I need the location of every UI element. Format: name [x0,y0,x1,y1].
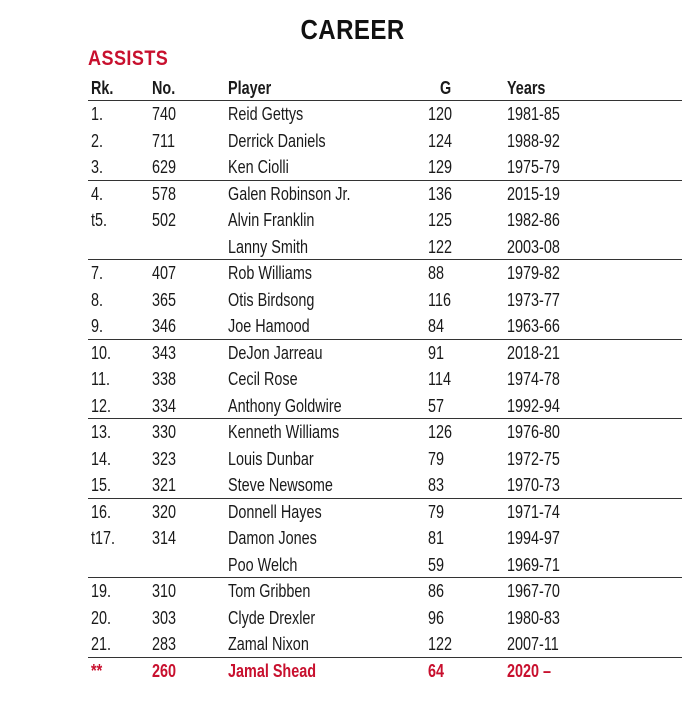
cell-rank: 3. [91,157,104,177]
cell-player: Otis Birdsong [228,289,315,310]
cell-years: 1969-71 [507,554,560,575]
table-row [88,658,682,685]
cell-number: 334 [152,395,177,416]
cell-years: 1992-94 [507,395,560,416]
cell-player: DeJon Jarreau [228,342,323,363]
cell-player: Zamal Nixon [228,634,309,654]
cell-games: 79 [428,448,445,469]
cell-years: 1980-83 [507,607,560,628]
cell-number: 407 [152,263,177,283]
cell-games: 59 [428,554,445,575]
cell-player: Damon Jones [228,528,317,548]
cell-number: 740 [152,104,177,124]
cell-player: Derrick Daniels [228,130,326,151]
cell-years: 1981-85 [507,104,560,124]
cell-player: Tom Gribben [228,581,311,601]
cell-games: 86 [428,581,445,601]
cell-years: 1970-73 [507,475,560,495]
table-header-row [88,76,682,101]
cell-years: 2020 – [507,660,552,681]
cell-years: 1967-70 [507,581,560,601]
cell-games: 129 [428,157,453,177]
assists-table [88,76,682,684]
cell-number: 303 [152,607,177,628]
cell-number: 346 [152,316,177,336]
cell-games: 88 [428,263,445,283]
cell-rank: 11. [91,369,110,389]
cell-years: 1974-78 [507,369,560,389]
cell-years: 1972-75 [507,448,560,469]
page-title: CAREER [300,14,405,45]
section-title: ASSISTS [88,47,169,70]
table-row [88,499,682,526]
table-row [88,525,682,552]
cell-rank: 20. [91,607,112,628]
table-row [88,340,682,367]
cell-player: Anthony Goldwire [228,395,342,416]
cell-games: 91 [428,342,445,363]
cell-rank: 13. [91,422,112,442]
table-row [88,181,682,208]
cell-number: 260 [152,660,177,681]
cell-rank: ** [91,660,103,681]
table-row [88,366,682,393]
cell-rank: 16. [91,501,112,522]
cell-player: Alvin Franklin [228,210,315,230]
header-years: Years [507,78,546,98]
cell-games: 81 [428,528,445,548]
table-row [88,472,682,499]
cell-number: 321 [152,475,177,495]
cell-rank: 1. [91,104,104,124]
cell-years: 1975-79 [507,157,560,177]
cell-number: 578 [152,183,177,204]
table-row [88,154,682,181]
cell-number: 338 [152,369,177,389]
cell-years: 2015-19 [507,183,560,204]
cell-rank: 9. [91,316,104,336]
cell-player: Louis Dunbar [228,448,314,469]
cell-rank: 8. [91,289,104,310]
cell-player: Jamal Shead [228,660,317,681]
cell-games: 116 [428,289,451,310]
cell-rank: 2. [91,130,104,151]
cell-rank: 7. [91,263,104,283]
table-row [88,552,682,579]
cell-games: 125 [428,210,453,230]
cell-number: 283 [152,634,177,654]
table-row [88,313,682,340]
cell-player: Steve Newsome [228,475,333,495]
table-row [88,446,682,473]
cell-player: Lanny Smith [228,236,309,257]
cell-games: 114 [428,369,451,389]
cell-games: 120 [428,104,453,124]
cell-years: 1976-80 [507,422,560,442]
cell-games: 64 [428,660,445,681]
cell-rank: t17. [91,528,116,548]
cell-rank: 12. [91,395,112,416]
cell-games: 84 [428,316,445,336]
table-row [88,393,682,420]
cell-years: 1994-97 [507,528,560,548]
cell-player: Clyde Drexler [228,607,316,628]
cell-rank: 21. [91,634,112,654]
cell-player: Ken Ciolli [228,157,289,177]
table-row [88,605,682,632]
cell-rank: 4. [91,183,104,204]
cell-number: 330 [152,422,177,442]
cell-number: 323 [152,448,177,469]
cell-player: Kenneth Williams [228,422,340,442]
cell-games: 122 [428,236,453,257]
table-row [88,287,682,314]
cell-years: 2007-11 [507,634,559,654]
cell-player: Donnell Hayes [228,501,322,522]
cell-games: 96 [428,607,445,628]
cell-number: 365 [152,289,177,310]
cell-years: 1982-86 [507,210,560,230]
cell-number: 314 [152,528,177,548]
cell-games: 122 [428,634,453,654]
cell-player: Poo Welch [228,554,298,575]
cell-player: Joe Hamood [228,316,310,336]
header-number: No. [152,78,176,98]
cell-number: 711 [152,130,175,151]
cell-player: Galen Robinson Jr. [228,183,351,204]
cell-years: 1988-92 [507,130,560,151]
cell-games: 124 [428,130,453,151]
cell-games: 79 [428,501,445,522]
table-row [88,578,682,605]
cell-number: 320 [152,501,177,522]
cell-years: 1971-74 [507,501,560,522]
cell-years: 1979-82 [507,263,560,283]
cell-rank: 14. [91,448,112,469]
cell-player: Cecil Rose [228,369,298,389]
cell-games: 83 [428,475,445,495]
cell-rank: 15. [91,475,112,495]
cell-number: 629 [152,157,177,177]
table-row [88,631,682,658]
cell-rank: 19. [91,581,112,601]
cell-games: 136 [428,183,453,204]
cell-number: 310 [152,581,177,601]
cell-games: 126 [428,422,453,442]
table-row [88,419,682,446]
cell-number: 502 [152,210,177,230]
table-row [88,128,682,155]
cell-years: 2018-21 [507,342,560,363]
cell-games: 57 [428,395,445,416]
table-row [88,234,682,261]
header-player: Player [228,78,272,98]
table-row [88,207,682,234]
cell-rank: t5. [91,210,108,230]
cell-number: 343 [152,342,177,363]
cell-years: 1963-66 [507,316,560,336]
table-row [88,101,682,128]
cell-player: Rob Williams [228,263,313,283]
header-rank: Rk. [91,78,114,98]
table-row [88,260,682,287]
cell-years: 1973-77 [507,289,560,310]
cell-rank: 10. [91,342,112,363]
cell-player: Reid Gettys [228,104,304,124]
cell-years: 2003-08 [507,236,560,257]
header-games: G [440,78,452,98]
